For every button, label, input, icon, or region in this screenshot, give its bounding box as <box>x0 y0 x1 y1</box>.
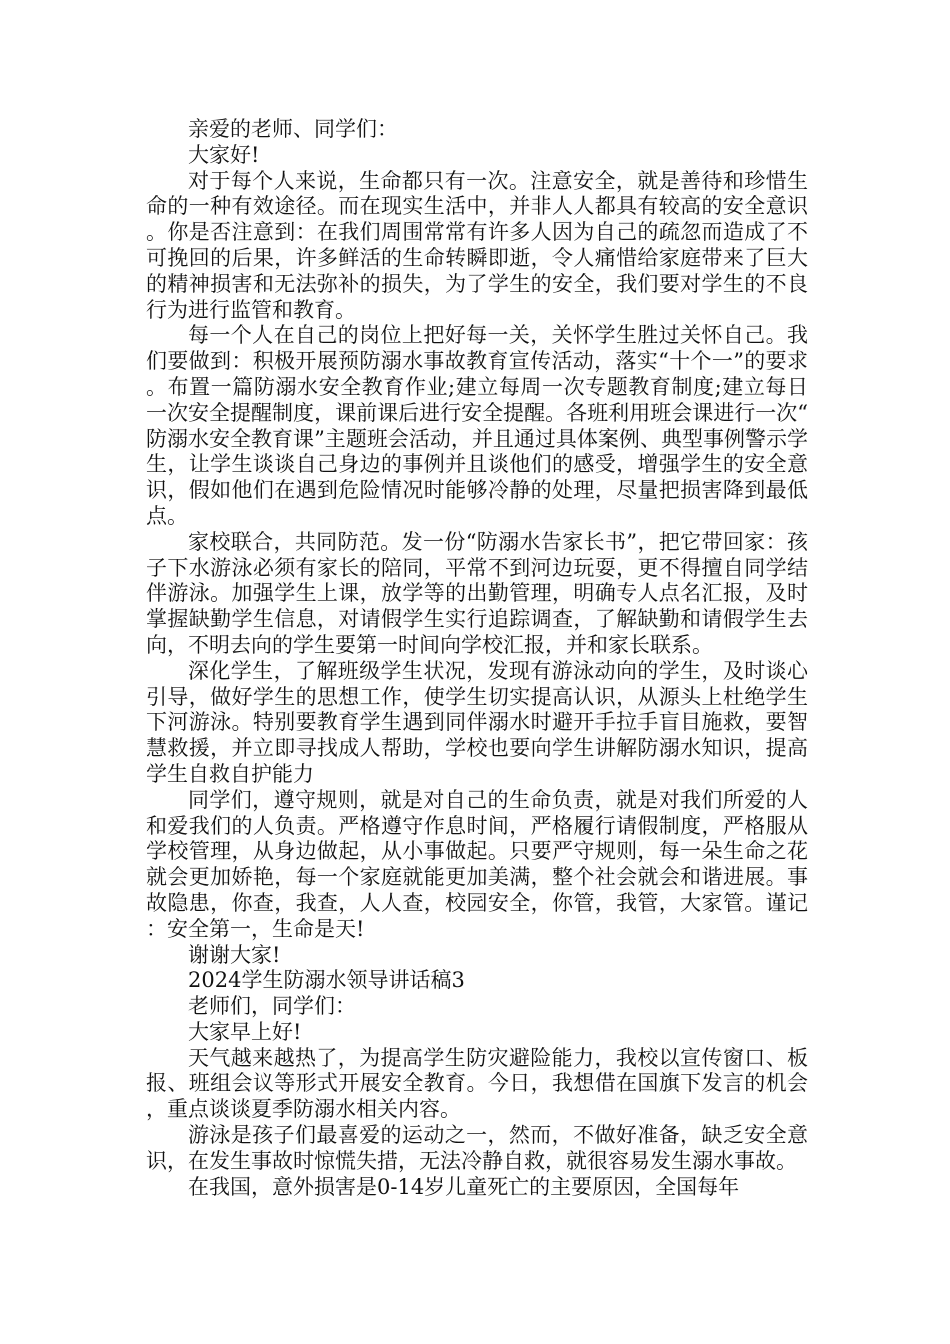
paragraph-hot-weather: 天气越来越热了，为提高学生防灾避险能力，我校以宣传窗口、板报、班组会议等形式开展安全教育。今日，我想借在国旗下发言的机会，重点谈谈夏季防溺水相关内容。 <box>146 1045 808 1122</box>
paragraph-safety-awareness: 对于每个人来说，生命都只有一次。注意安全，就是善待和珍惜生命的一种有效途径。而在现实生活中，并非人人都具有较高的安全意识。你是否注意到：在我们周围常常有许多人因为自己的疏忽而造成了不可挽回的后果，许多鲜活的生命转瞬即逝，令人痛惜给家庭带来了巨大的精神损害和无法弥补的损失，为了学生的安全，我们要对学生的不良行为进行监管和教育。 <box>146 168 808 322</box>
section-title: 2024学生防溺水领导讲话稿3 <box>188 968 465 993</box>
document-page <box>146 117 808 1200</box>
paragraph-follow-rules: 同学们，遵守规则，就是对自己的生命负责，就是对我们所爱的人和爱我们的人负责。严格遵守作息时间，严格履行请假制度，严格服从学校管理，从身边做起，从小事做起。只要严守规则，每一朵生命之花就会更加娇艳，每一个家庭就能更加美满，整个社会就会和谐进展。事故隐患，你查，我查，人人查，校园安全，你管，我管，大家管。谨记：安全第一，生命是天! <box>146 787 808 941</box>
thanks-line: 谢谢大家! <box>188 942 281 967</box>
salutation-2: 老师们，同学们： <box>188 994 356 1019</box>
greeting-2: 大家早上好! <box>188 1019 302 1044</box>
paragraph-student-guidance: 深化学生，了解班级学生状况，发现有游泳动向的学生，及时谈心引导，做好学生的思想工作，使学生切实提高认识，从源头上杜绝学生下河游泳。特别要教育学生遇到同伴溺水时避开手拉手盲目施救，要智慧救援，并立即寻找成人帮助，学校也要向学生讲解防溺水知识，提高学生自救自护能力 <box>146 658 808 786</box>
paragraph-statistics: 在我国，意外损害是0-14岁儿童死亡的主要原因，全国每年 <box>188 1174 740 1199</box>
paragraph-swimming: 游泳是孩子们最喜爱的运动之一，然而，不做好准备，缺乏安全意识，在发生事故时惊慌失措，无法冷静自救，就很容易发生溺水事故。 <box>146 1123 808 1173</box>
salutation: 亲爱的老师、同学们： <box>188 117 398 141</box>
paragraph-home-school: 家校联合，共同防范。发一份“防溺水告家长书”，把它带回家：孩子下水游泳必须有家长的陪同，平常不到河边玩耍，更不得擅自同学结伴游泳。加强学生上课，放学等的出勤管理，明确专人点名汇报，及时掌握缺勤学生信息，对请假学生实行追踪调查，了解缺勤和请假学生去向，不明去向的学生要第一时间向学校汇报，并和家长联系。 <box>146 529 808 657</box>
paragraph-responsibilities: 每一个人在自己的岗位上把好每一关，关怀学生胜过关怀自己。我们要做到：积极开展预防溺水事故教育宣传活动，落实“十个一”的要求。布置一篇防溺水安全教育作业;建立每周一次专题教育制度;建立每日一次安全提醒制度，课前课后进行安全提醒。各班利用班会课进行一次“防溺水安全教育课”主题班会活动，并且通过具体案例、典型事例警示学生，让学生谈谈自己身边的事例并且谈他们的感受，增强学生的安全意识，假如他们在遇到危险情况时能够冷静的处理，尽量把损害降到最低点。 <box>146 323 808 528</box>
greeting: 大家好! <box>188 142 260 167</box>
